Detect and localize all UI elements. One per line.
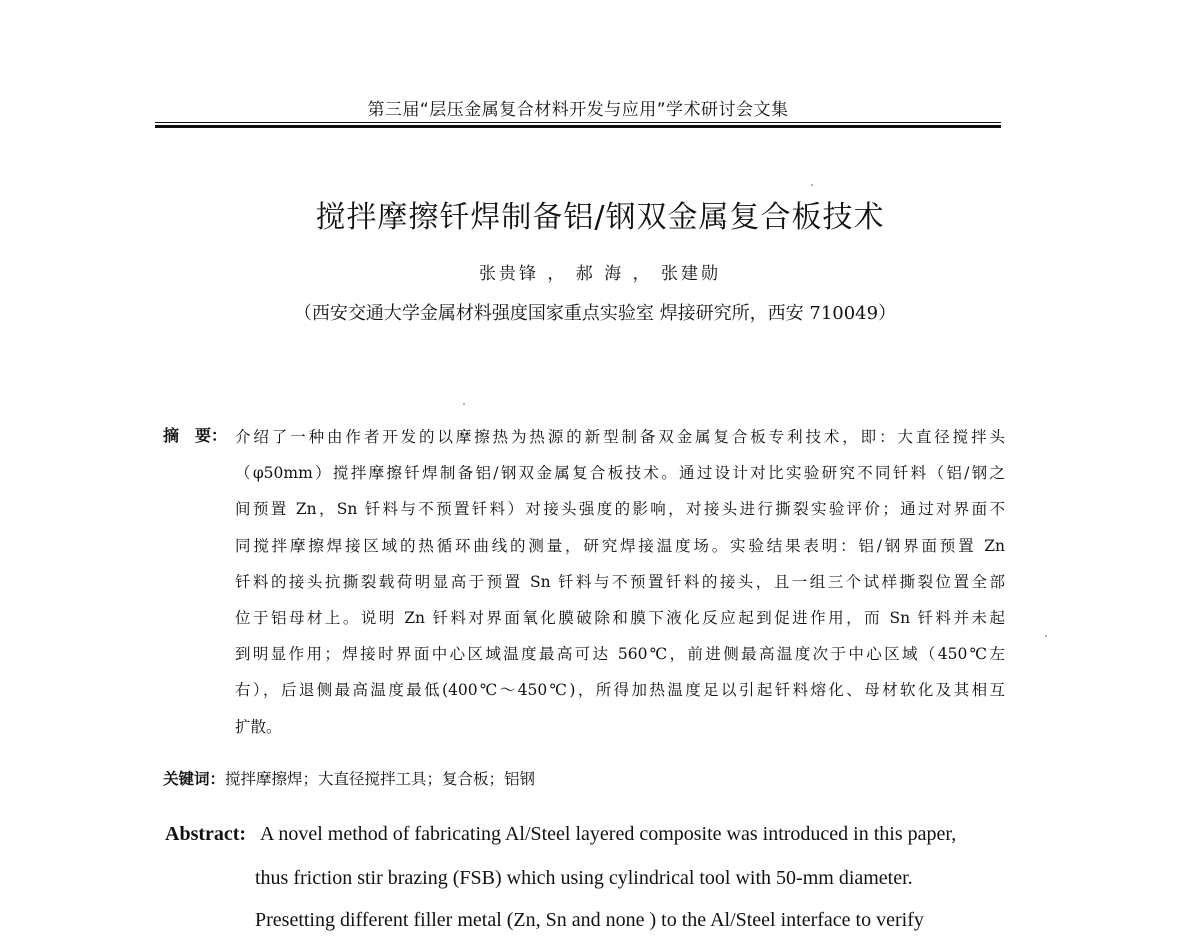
scan-speck [463,403,465,405]
scan-speck [1045,635,1047,637]
keywords-label: 关键词： [163,770,226,788]
abstract-cn-line: 钎料的接头抗撕裂载荷明显高于预置 Sn 钎料与不预置钎料的接头，且一组三个试样撕裂位置全部 [235,572,1005,591]
authors: 张贵锋 ， 郝 海 ， 张建勋 [478,264,722,284]
header-rule-thin [155,122,1001,123]
abstract-en-label: Abstract: [165,823,247,845]
abstract-en-line: A novel method of fabricating Al/Steel layered composite was introduced in this paper, [260,823,957,845]
affiliation: （西安交通大学金属材料强度国家重点实验室 焊接研究所，西安 710049） [293,303,897,324]
abstract-cn-line: （φ50mm）搅拌摩擦钎焊制备铝/钢双金属复合板技术。通过设计对比实验研究不同钎料（铝/钢之 [235,464,1005,483]
abstract-cn-line: 扩散。 [235,717,282,736]
keywords-text: 搅拌摩擦焊；大直径搅拌工具；复合板；铝钢 [225,770,536,788]
abstract-cn-line: 右），后退侧最高温度最低(400℃～450℃)，所得加热温度足以引起钎料熔化、母材软化及其相互 [235,681,1005,700]
keywords [163,767,535,789]
abstract-cn-label: 摘 要： [163,426,228,445]
abstract-cn-line: 间预置 Zn，Sn 钎料与不预置钎料）对接头强度的影响，对接头进行撕裂实验评价；通过对界面不 [235,500,1005,519]
running-header: 第三届“层压金属复合材料开发与应用”学术研讨会文集 [367,100,789,120]
abstract-cn-line: 位于铝母材上。说明 Zn 钎料对界面氧化膜破除和膜下液化反应起到促进作用，而 Sn 钎料并未起 [235,608,1005,627]
paper-title: 搅拌摩擦钎焊制备铝/钢双金属复合板技术 [315,200,885,235]
abstract-cn-lines [235,423,1005,749]
abstract-cn-line: 到明显作用；焊接时界面中心区域温度最高可达 560℃，前进侧最高温度次于中心区域（450℃左 [235,645,1005,664]
abstract-en-line: Presetting different filler metal (Zn, Sn and none ) to the Al/Steel interface to verify [255,909,924,931]
header-rule-thick [155,125,1001,128]
abstract-en-line: thus friction stir brazing (FSB) which using cylindrical tool with 50-mm diameter. [255,867,913,889]
scan-speck [811,184,813,186]
abstract-cn-line: 同搅拌摩擦焊接区域的热循环曲线的测量，研究焊接温度场。实验结果表明：铝/钢界面预置 Zn [235,536,1005,555]
abstract-cn-line: 介绍了一种由作者开发的以摩擦热为热源的新型制备双金属复合板专利技术，即：大直径搅拌头 [235,428,1005,446]
